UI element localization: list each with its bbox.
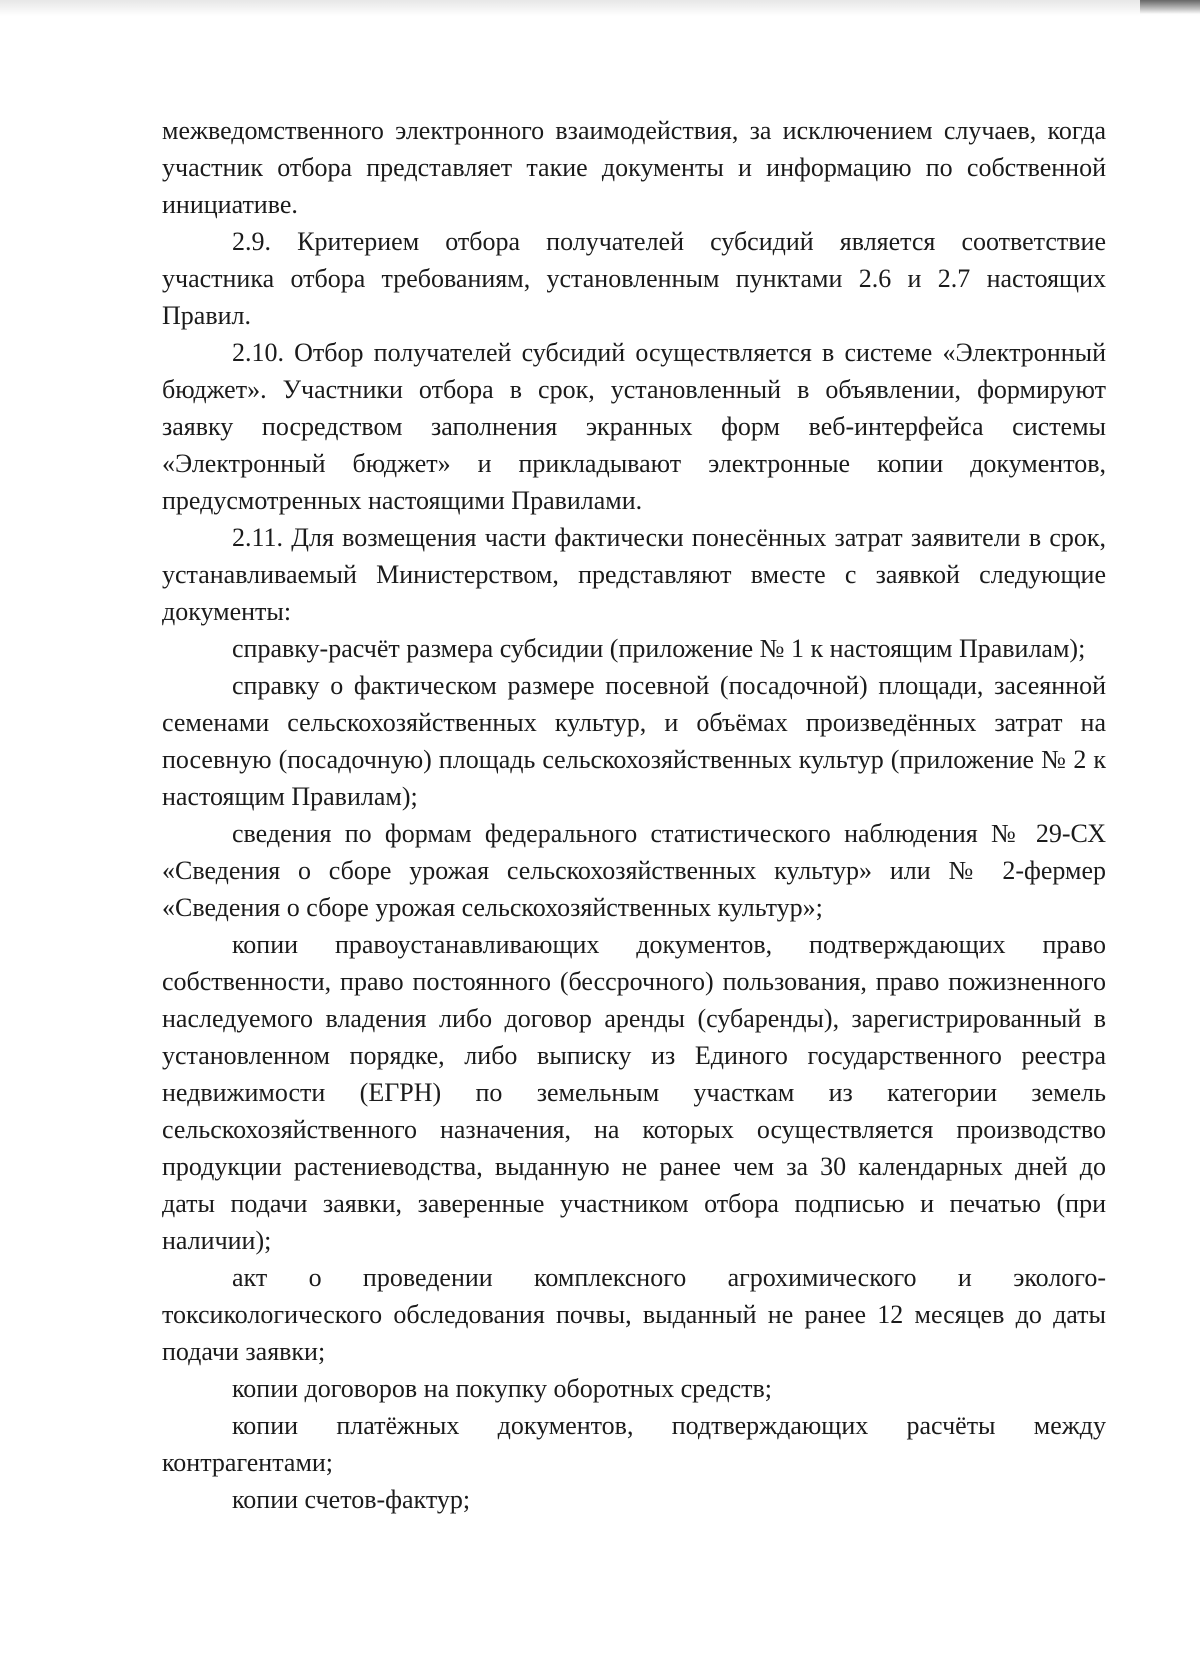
scan-top-shadow: [0, 0, 1200, 16]
scan-corner-shadow: [1140, 0, 1200, 14]
list-item-payment-documents: копии платёжных документов, подтверждающих расчёты между контрагентами;: [162, 1411, 1106, 1477]
paragraph-2-10: 2.10. Отбор получателей субсидий осуществляется в системе «Электронный бюджет». Участники отбора в срок, установленный в объявлении, формируют заявку посредством заполнения экранных форм веб-интерфейса системы «Электронный бюджет» и прикладывают электронные копии документов, предусмотренных настоящими Правилами.: [162, 338, 1106, 515]
list-item-purchase-contracts: копии договоров на покупку оборотных средств;: [232, 1374, 772, 1403]
paragraph-2-9: 2.9. Критерием отбора получателей субсидий является соответствие участника отбора требованиям, установленным пунктами 2.6 и 2.7 настоящих Правил.: [162, 227, 1106, 330]
list-item-title-documents: копии правоустанавливающих документов, подтверждающих право собственности, право постоянного (бессрочного) пользования, право пожизненного наследуемого владения либо договор аренды (субаренды), зарегистрированный в установленном порядке, либо выписку из Единого государственного реестра недвижимости (ЕГРН) по земельным участкам из категории земель сельскохозяйственного назначения, на которых осуществляется производство продукции растениеводства, выданную не ранее чем за 30 календарных дней до даты подачи заявки, заверенные участником отбора подписью и печатью (при наличии);: [162, 930, 1106, 1255]
document-page: [162, 112, 1106, 1518]
list-item-subsidy-calculation: справку-расчёт размера субсидии (приложение № 1 к настоящим Правилам);: [232, 634, 1086, 663]
paragraph-interagency-continuation: межведомственного электронного взаимодействия, за исключением случаев, когда участник отбора представляет такие документы и информацию по собственной инициативе.: [162, 116, 1106, 219]
paragraph-2-11: 2.11. Для возмещения части фактически понесённых затрат заявители в срок, устанавливаемый Министерством, представляют вместе с заявкой следующие документы:: [162, 523, 1106, 626]
list-item-statistical-forms: сведения по формам федерального статистического наблюдения № 29-СХ «Сведения о сборе урожая сельскохозяйственных культур» или № 2-фермер «Сведения о сборе урожая сельскохозяйственных культур»;: [162, 819, 1106, 922]
list-item-sown-area-certificate: справку о фактическом размере посевной (посадочной) площади, засеянной семенами сельскохозяйственных культур, и объёмах произведённых затрат на посевную (посадочную) площадь сельскохозяйственных культур (приложение № 2 к настоящим Правилам);: [162, 671, 1106, 811]
list-item-invoices: копии счетов-фактур;: [232, 1485, 471, 1514]
list-item-soil-survey-act: акт о проведении комплексного агрохимического и эколого-токсикологического обследования почвы, выданный не ранее 12 месяцев до даты подачи заявки;: [162, 1263, 1106, 1366]
